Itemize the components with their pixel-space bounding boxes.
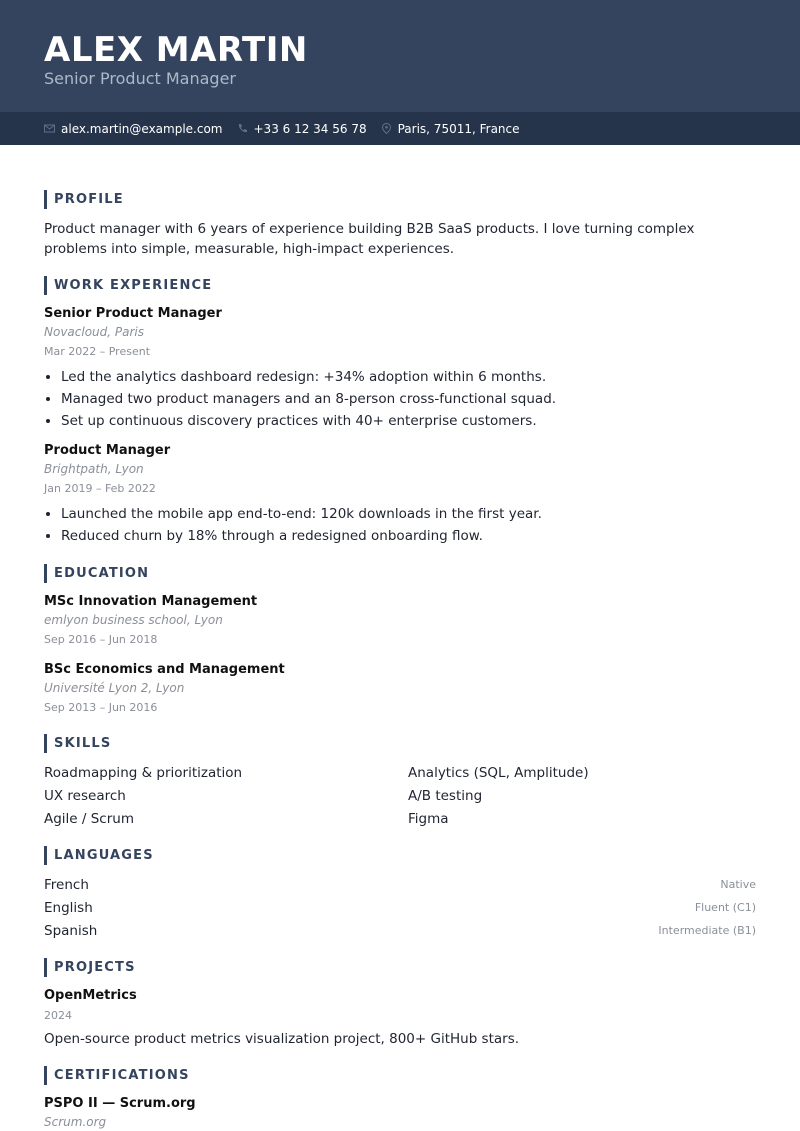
section-title: EDUCATION: [54, 565, 150, 581]
degree-title: BSc Economics and Management: [44, 662, 285, 677]
section-accent-bar: [44, 276, 47, 295]
language-name: Spanish: [44, 923, 98, 939]
project-entry: [44, 987, 756, 1049]
section-title: PROJECTS: [54, 959, 136, 975]
project-description: Open-source product metrics visualization project, 800+ GitHub stars.: [44, 1031, 520, 1047]
contact-phone[interactable]: [237, 122, 367, 136]
language-name: French: [44, 877, 89, 893]
section-header: [44, 1065, 756, 1085]
language-level: Native: [720, 878, 756, 891]
skills-grid: [44, 763, 756, 829]
school-name: emlyon business school, Lyon: [44, 613, 223, 627]
job-title: Product Manager: [44, 443, 171, 458]
section-header: [44, 845, 756, 865]
section-accent-bar: [44, 564, 47, 583]
job-achievements: [44, 503, 756, 547]
job-company: Brightpath, Lyon: [44, 462, 144, 476]
skill-item: Agile / Scrum: [44, 811, 134, 827]
skill-item: Analytics (SQL, Amplitude): [408, 765, 589, 781]
experience-entry: [44, 305, 756, 432]
section-accent-bar: [44, 958, 47, 977]
certification-entry: [44, 1095, 756, 1131]
location-text: Paris, 75011, France: [397, 121, 520, 136]
section-accent-bar: [44, 846, 47, 865]
section-header: [44, 957, 756, 977]
candidate-title: Senior Product Manager: [44, 69, 237, 88]
section-title: CERTIFICATIONS: [54, 1067, 190, 1083]
section-accent-bar: [44, 1066, 47, 1085]
phone-text: +33 6 12 34 56 78: [253, 121, 367, 136]
resume-header: [0, 0, 800, 112]
achievement-item: • Managed two product managers and an 8-person cross-functional squad.: [61, 388, 756, 410]
language-row: [44, 921, 756, 941]
education-dates: Sep 2013 – Jun 2016: [44, 701, 158, 714]
certification-issuer: Scrum.org: [44, 1115, 107, 1129]
job-achievements: [44, 366, 756, 432]
achievement-item: • Launched the mobile app end-to-end: 120k downloads in the first year.: [61, 503, 756, 525]
location-icon: [381, 123, 392, 134]
certifications-section: [44, 1065, 756, 1131]
language-row: [44, 875, 756, 895]
skill-item: Figma: [408, 811, 449, 827]
resume-body: [0, 145, 800, 1131]
skills-section: [44, 733, 756, 829]
language-row: [44, 898, 756, 918]
education-entry: [44, 661, 756, 717]
section-header: [44, 733, 756, 753]
job-dates: Jan 2019 – Feb 2022: [44, 482, 156, 495]
section-header: [44, 563, 756, 583]
contact-bar: [0, 112, 800, 145]
section-title: SKILLS: [54, 735, 112, 751]
candidate-name: ALEX MARTIN: [44, 30, 308, 70]
profile-section: [44, 189, 756, 259]
contact-email[interactable]: [44, 122, 223, 136]
achievement-item: • Set up continuous discovery practices with 40+ enterprise customers.: [61, 410, 756, 432]
achievement-item: • Reduced churn by 18% through a redesigned onboarding flow.: [61, 525, 756, 547]
mail-icon: [44, 123, 55, 134]
language-level: Fluent (C1): [694, 901, 756, 914]
contact-location: [381, 122, 520, 136]
education-section: [44, 563, 756, 717]
experience-section: [44, 275, 756, 547]
education-entry: [44, 593, 756, 649]
section-accent-bar: [44, 734, 47, 753]
project-date: 2024: [44, 1009, 72, 1022]
phone-icon: [237, 123, 248, 134]
degree-title: MSc Innovation Management: [44, 594, 258, 609]
project-title: OpenMetrics: [44, 988, 137, 1003]
section-title: LANGUAGES: [54, 847, 154, 863]
section-accent-bar: [44, 190, 47, 209]
school-name: Université Lyon 2, Lyon: [44, 681, 185, 695]
languages-section: [44, 845, 756, 941]
skill-item: UX research: [44, 788, 126, 804]
job-title: Senior Product Manager: [44, 306, 222, 321]
job-dates: Mar 2022 – Present: [44, 345, 151, 358]
email-text: alex.martin@example.com: [61, 121, 223, 136]
language-name: English: [44, 900, 93, 916]
projects-section: [44, 957, 756, 1049]
skill-item: A/B testing: [408, 788, 483, 804]
language-level: Intermediate (B1): [658, 924, 756, 937]
section-header: [44, 189, 756, 209]
experience-entry: [44, 442, 756, 547]
section-title: WORK EXPERIENCE: [54, 277, 213, 293]
education-dates: Sep 2016 – Jun 2018: [44, 633, 158, 646]
profile-summary: Product manager with 6 years of experience building B2B SaaS products. I love turning complex problems into simple, measurable, high-impact experiences.: [44, 221, 695, 257]
certification-title: PSPO II — Scrum.org: [44, 1096, 196, 1111]
section-header: [44, 275, 756, 295]
achievement-item: • Led the analytics dashboard redesign: +34% adoption within 6 months.: [61, 366, 756, 388]
job-company: Novacloud, Paris: [44, 325, 145, 339]
skill-item: Roadmapping & prioritization: [44, 765, 243, 781]
section-title: PROFILE: [54, 191, 124, 207]
